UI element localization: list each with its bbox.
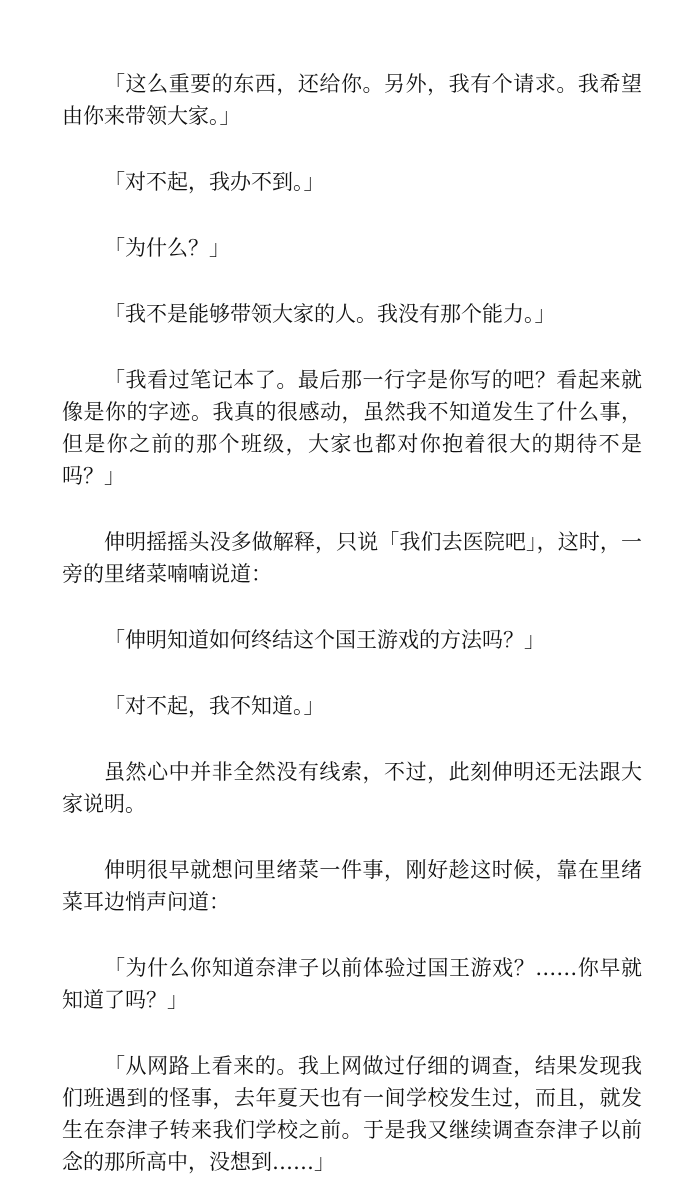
paragraph: 「伸明知道如何终结这个国王游戏的方法吗？」 bbox=[104, 628, 545, 652]
paragraph: 「我不是能够带领大家的人。我没有那个能力。」 bbox=[104, 302, 556, 326]
paragraph: 「这么重要的东西，还给你。另外，我有个请求。我希望由你来带领大家。」 bbox=[62, 72, 642, 128]
paragraph: 「对不起，我不知道。」 bbox=[104, 694, 325, 718]
paragraph: 虽然心中并非全然没有线索，不过，此刻伸明还无法跟大家说明。 bbox=[62, 760, 642, 816]
paragraph: 「我看过笔记本了。最后那一行字是你写的吧？看起来就像是你的字迹。我真的很感动，虽然我不知道发生了什么事，但是你之前的那个班级，大家也都对你抱着很大的期待不是吗？」 bbox=[62, 368, 642, 488]
paragraph: 「为什么？」 bbox=[104, 236, 230, 260]
paragraph: 「从网路上看来的。我上网做过仔细的调查，结果发现我们班遇到的怪事，去年夏天也有一间学校发生过，而且，就发生在奈津子转来我们学校之前。于是我又继续调查奈津子以前念的那所高中，没想到……」 bbox=[62, 1054, 642, 1174]
paragraph: 伸明摇摇头没多做解释，只说「我们去医院吧」，这时，一旁的里绪菜喃喃说道： bbox=[62, 530, 642, 586]
paragraph: 「为什么你知道奈津子以前体验过国王游戏？……你早就知道了吗？」 bbox=[62, 956, 642, 1012]
paragraph: 伸明很早就想问里绪菜一件事，刚好趁这时候，靠在里绪菜耳边悄声问道： bbox=[62, 858, 642, 914]
paragraph: 「对不起，我办不到。」 bbox=[104, 170, 325, 194]
